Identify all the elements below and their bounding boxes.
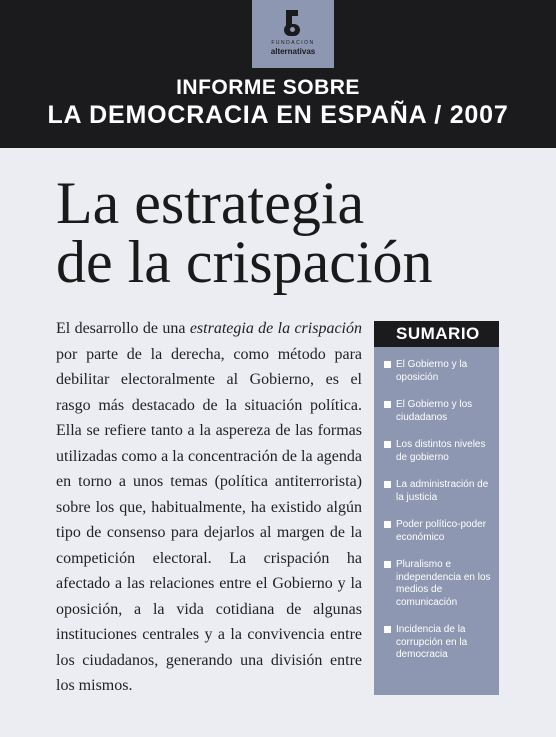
- logo-name-text: alternativas: [270, 47, 316, 56]
- summary-item: [384, 624, 491, 662]
- summary-item: [384, 559, 491, 609]
- summary-heading: SUMARIO: [374, 321, 499, 347]
- summary-item-label: Los distintos niveles de gobierno: [396, 439, 486, 463]
- summary-item: [384, 519, 491, 544]
- body-paragraph: [56, 316, 362, 699]
- title-line-1: La estrategia: [56, 170, 365, 236]
- title-line-2: de la crispación: [56, 229, 433, 295]
- logo-small-text: FUNDACION: [271, 40, 315, 46]
- square-bullet-icon: [384, 561, 391, 568]
- square-bullet-icon: [384, 441, 391, 448]
- square-bullet-icon: [384, 481, 391, 488]
- square-bullet-icon: [384, 521, 391, 528]
- summary-item-label: El Gobierno y los ciudadanos: [396, 399, 473, 423]
- square-bullet-icon: [384, 626, 391, 633]
- page-title: [56, 170, 536, 295]
- square-bullet-icon: [384, 361, 391, 368]
- summary-box: [374, 321, 499, 695]
- report-title: LA DEMOCRACIA EN ESPAÑA / 2007: [47, 101, 509, 129]
- summary-item-label: El Gobierno y la oposición: [396, 359, 468, 383]
- summary-item-label: La administración de la justicia: [396, 479, 489, 503]
- body-italic-phrase: estrategia de la crispación: [189, 320, 362, 337]
- summary-item-label: Pluralismo e independencia en los medios de comunicación: [396, 559, 491, 608]
- summary-item: [384, 399, 491, 424]
- summary-item: [384, 439, 491, 464]
- summary-item-label: Poder político-poder económico: [396, 519, 487, 543]
- summary-list: [374, 347, 499, 662]
- summary-item-label: Incidencia de la corrupción en la democracia: [396, 624, 468, 660]
- body-rest: por parte de la derecha, como método para debilitar electoralmente al Gobierno, es el rasgo más destacado de la situación política. Ella se refiere tanto a la aspereza de las formas utilizadas como a la concentración de la agenda en torno a unos temas (política antiterrorista) sobre los que, habitualmente, ha existido algún tipo de consenso para dejarlos al margen de la competición electoral. La crispación ha afectado a las relaciones entre el Gobierno y la oposición, a la vida cotidiana de algunas instituciones centrales y a la convivencia entre los ciudadanos, generando una división entre los mismos.: [56, 345, 362, 694]
- report-label: INFORME SOBRE: [176, 76, 360, 99]
- foundation-logo: [252, 0, 334, 68]
- body-intro: El desarrollo de una: [56, 320, 190, 337]
- summary-item: [384, 479, 491, 504]
- square-bullet-icon: [384, 401, 391, 408]
- header-band: [0, 0, 556, 148]
- summary-item: [384, 359, 491, 384]
- logo-mark-icon: [282, 10, 304, 36]
